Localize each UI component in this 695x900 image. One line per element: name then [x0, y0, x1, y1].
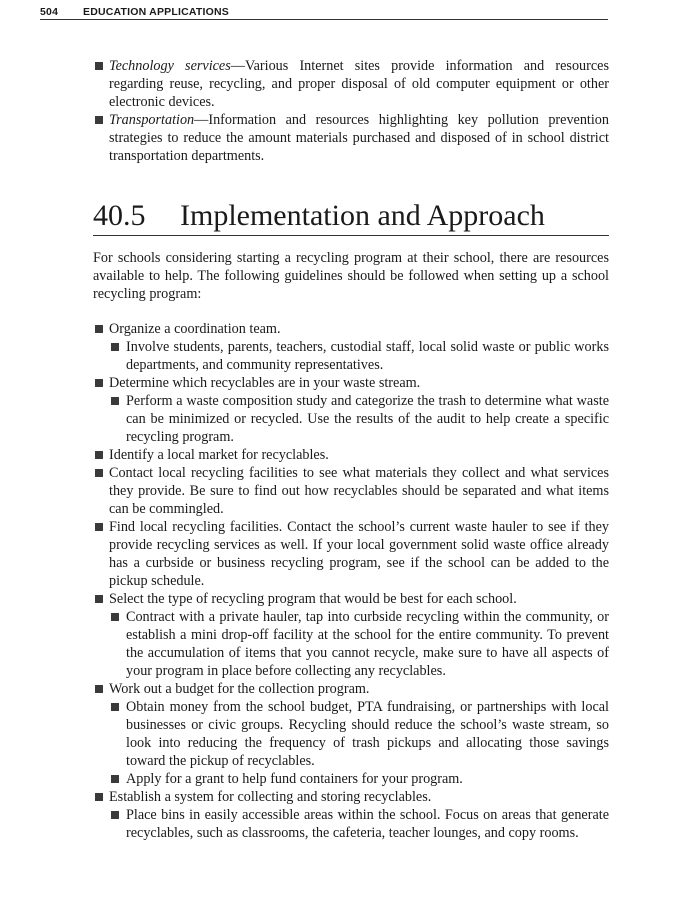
- sub-list-item: [93, 770, 609, 788]
- list-item: [93, 374, 609, 392]
- top-bullet-list: [93, 57, 609, 165]
- section-title: Implementation and Approach: [180, 199, 545, 232]
- bullet-square-icon: [95, 523, 103, 531]
- list-item: [93, 590, 609, 608]
- sub-list-item: [93, 338, 609, 374]
- bullet-square-icon: [95, 62, 103, 70]
- guideline-text: Determine which recyclables are in your waste stream.: [109, 375, 421, 391]
- bullet-square-icon: [111, 775, 119, 783]
- bullet-lead: Technology services: [109, 58, 231, 74]
- section-number: 40.5: [93, 199, 146, 232]
- guideline-text: Find local recycling facilities. Contact the school’s current waste hauler to see if they provide recycling services as well. If your local government solid waste office already has a curbside or business recycling program, see if the school can be added to the pickup schedule.: [109, 519, 609, 589]
- bullet-square-icon: [111, 397, 119, 405]
- guideline-text: Place bins in easily accessible areas within the school. Focus on areas that generate recyclables, such as classrooms, the cafeteria, teacher lounges, and copy rooms.: [126, 807, 609, 841]
- bullet-text: —Information and resources highlighting key pollution prevention strategies to reduce the amount materials purchased and disposed of in school district transportation departments.: [109, 112, 609, 164]
- bullet-square-icon: [111, 703, 119, 711]
- guideline-text: Contact local recycling facilities to see what materials they collect and what services they provide. Be sure to find out how recyclables should be separated and what items can be commingled.: [109, 465, 609, 517]
- bullet-square-icon: [111, 343, 119, 351]
- sub-list-item: [93, 698, 609, 770]
- bullet-square-icon: [95, 116, 103, 124]
- sub-list-item: [93, 608, 609, 680]
- bullet-square-icon: [95, 595, 103, 603]
- list-item: [93, 446, 609, 464]
- guideline-text: Organize a coordination team.: [109, 321, 281, 337]
- guideline-text: Obtain money from the school budget, PTA fundraising, or partnerships with local businesses or civic groups. Recycling should reduce the school’s waste stream, so look into reducing the frequency of trash pickups and allocating those savings toward the pickup of recyclables.: [126, 699, 609, 769]
- running-title: EDUCATION APPLICATIONS: [83, 6, 229, 18]
- list-item: [93, 680, 609, 698]
- bullet-square-icon: [95, 379, 103, 387]
- bullet-square-icon: [95, 325, 103, 333]
- bullet-square-icon: [95, 685, 103, 693]
- bullet-square-icon: [111, 811, 119, 819]
- list-item: [93, 518, 609, 590]
- list-item: [93, 464, 609, 518]
- list-item: [93, 320, 609, 338]
- page-number: 504: [40, 6, 59, 18]
- guideline-text: Contract with a private hauler, tap into curbside recycling within the community, or establish a mini drop-off facility at the school for the entire community. To prevent the accumulation of items that you cannot recycle, make sure to have all aspects of your program in place before collecting any recyclables.: [126, 609, 609, 679]
- guideline-text: Perform a waste composition study and categorize the trash to determine what waste can be minimized or recycled. Use the results of the audit to help create a specific recycling program.: [126, 393, 609, 445]
- guideline-text: Apply for a grant to help fund containers for your program.: [126, 771, 463, 787]
- guideline-text: Identify a local market for recyclables.: [109, 447, 329, 463]
- sub-list-item: [93, 392, 609, 446]
- list-item: [93, 788, 609, 806]
- guideline-text: Involve students, parents, teachers, custodial staff, local solid waste or public works departments, and community representatives.: [126, 339, 609, 373]
- running-header: [40, 6, 608, 20]
- list-item: [93, 57, 609, 111]
- section-heading: [93, 199, 609, 236]
- bullet-text: —Various Internet sites provide information and resources regarding reuse, recycling, and proper disposal of old computer equipment or other electronic devices.: [109, 58, 609, 110]
- sub-list-item: [93, 806, 609, 842]
- bullet-square-icon: [95, 793, 103, 801]
- guideline-text: Select the type of recycling program that would be best for each school.: [109, 591, 517, 607]
- bullet-square-icon: [111, 613, 119, 621]
- intro-paragraph: For schools considering starting a recycling program at their school, there are resources available to help. The following guidelines should be followed when setting up a school recycling program:: [93, 250, 609, 302]
- bullet-square-icon: [95, 451, 103, 459]
- bullet-square-icon: [95, 469, 103, 477]
- bullet-lead: Transportation: [109, 112, 195, 128]
- guideline-text: Work out a budget for the collection program.: [109, 681, 370, 697]
- guidelines-list: [93, 320, 609, 842]
- guideline-text: Establish a system for collecting and storing recyclables.: [109, 789, 432, 805]
- list-item: [93, 111, 609, 165]
